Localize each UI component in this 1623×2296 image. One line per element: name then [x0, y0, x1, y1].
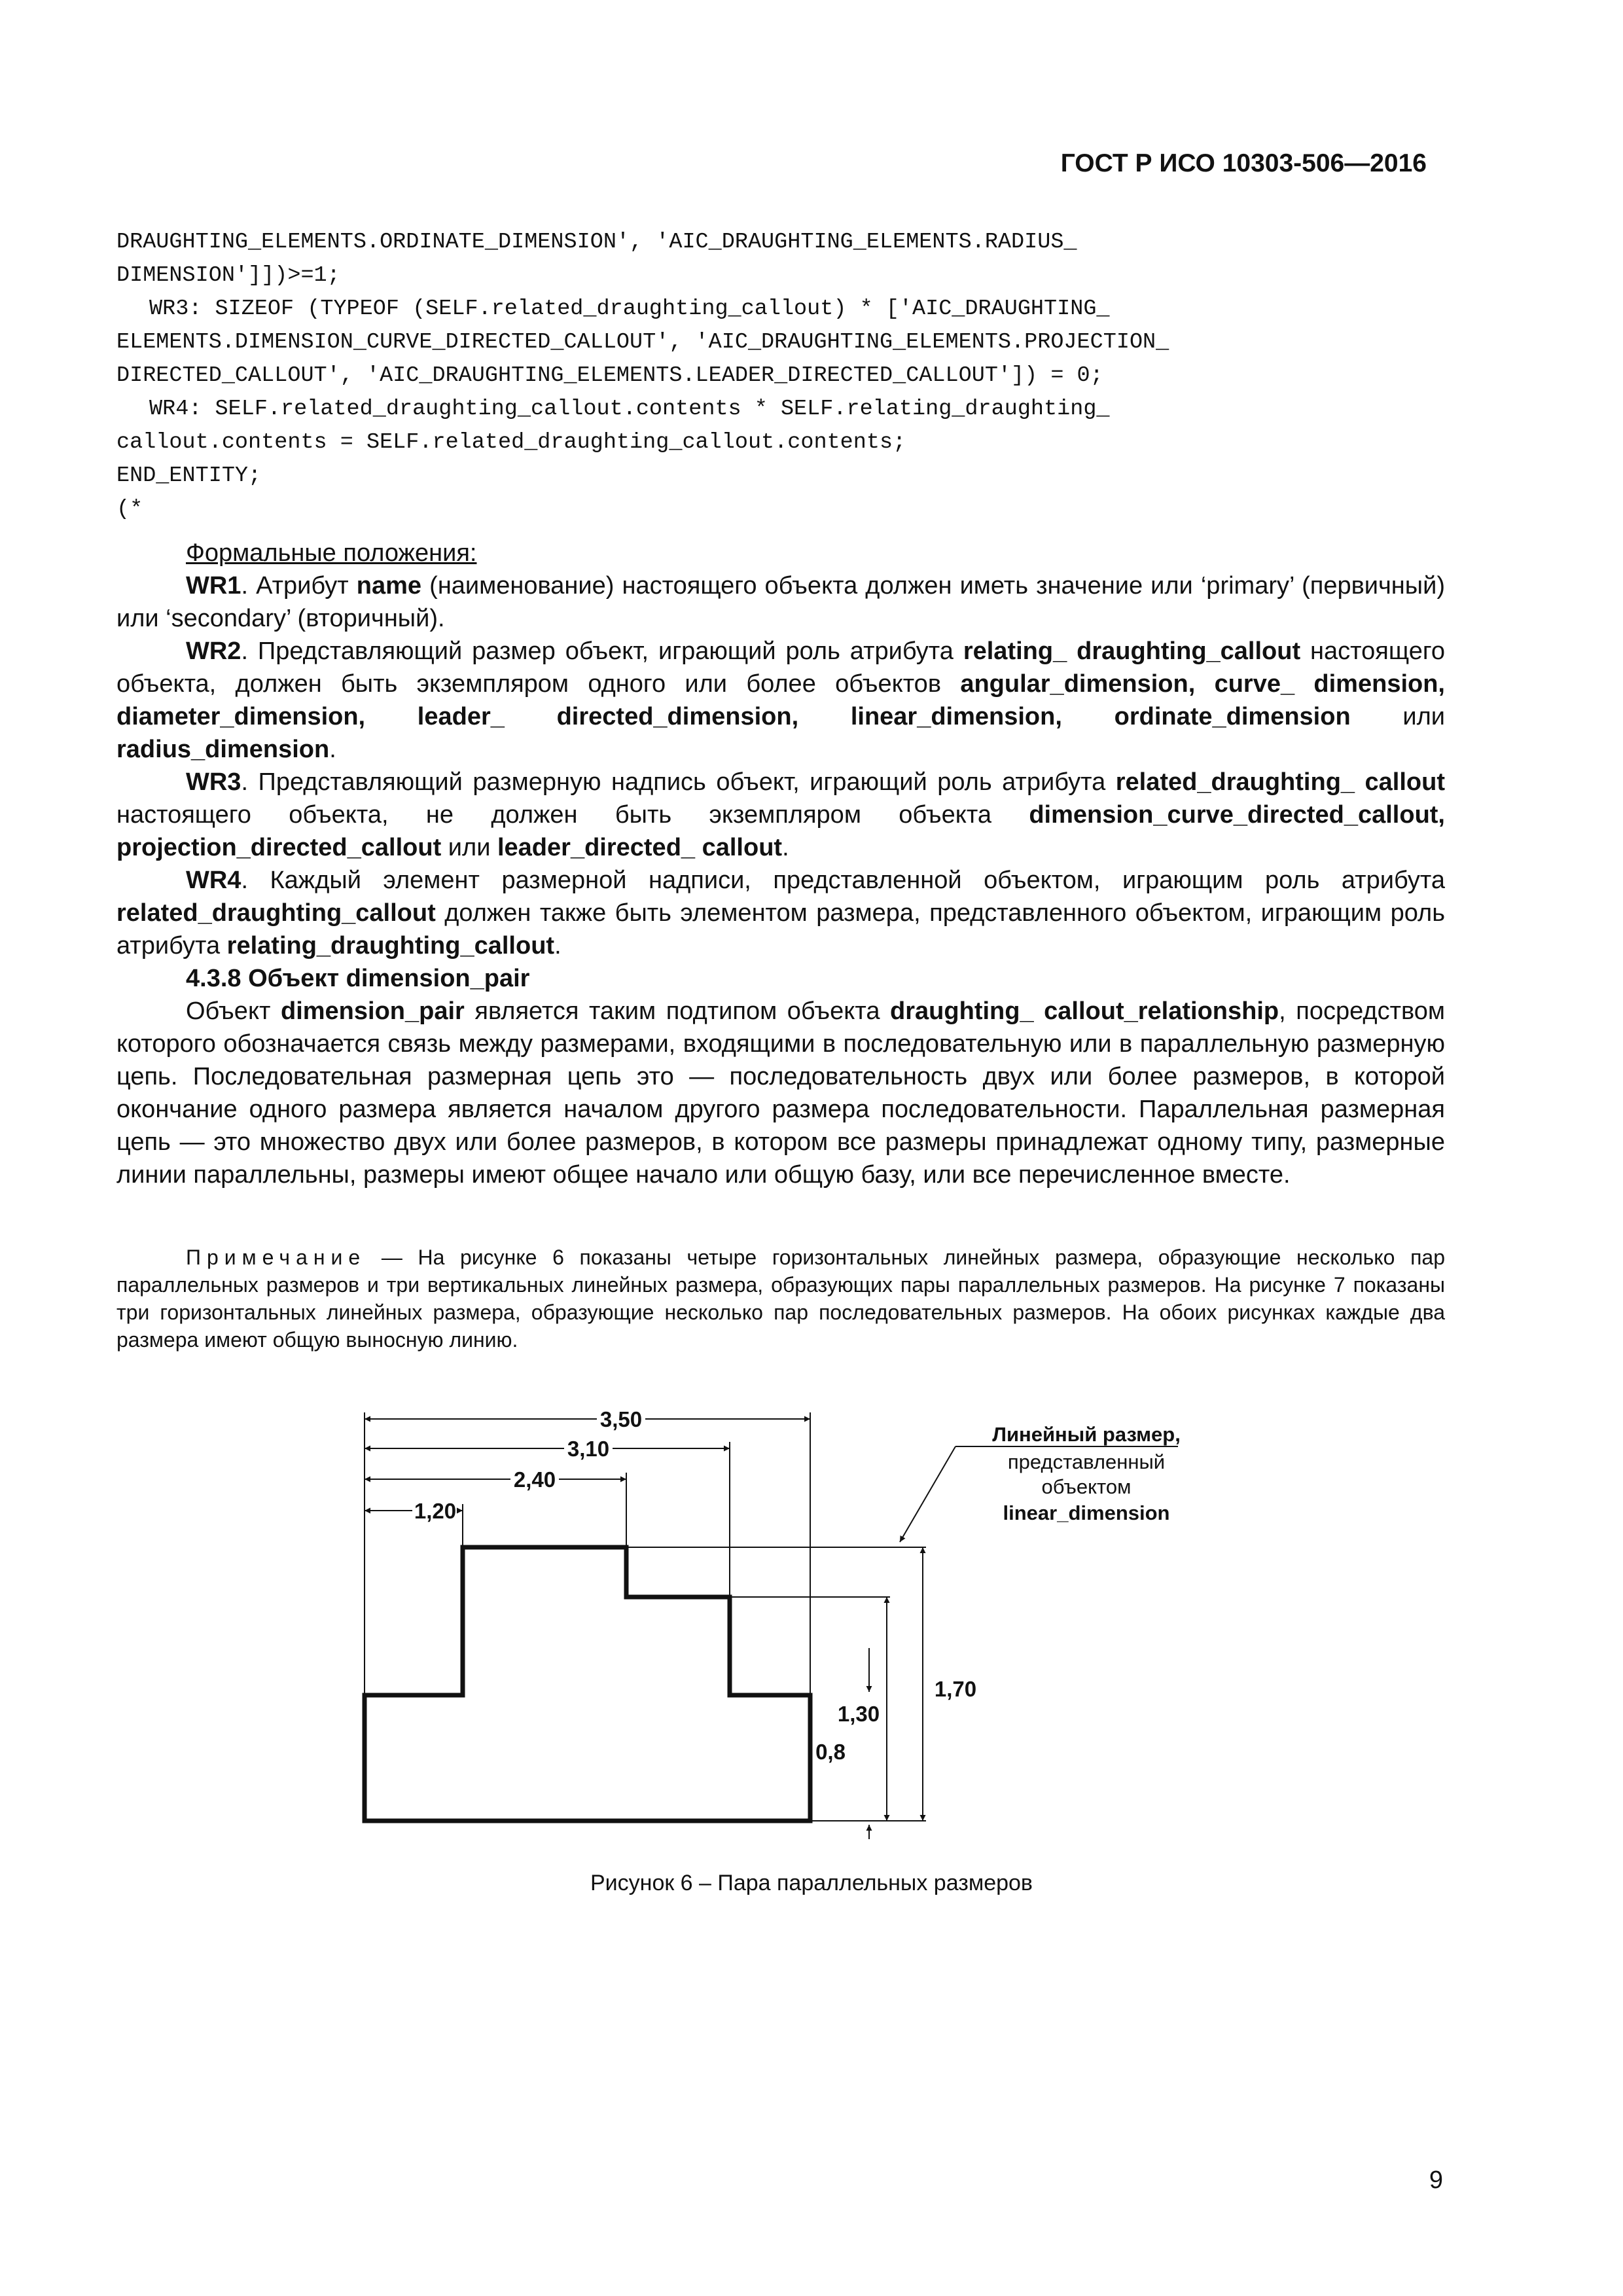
callout-line: Линейный размер, — [992, 1423, 1181, 1446]
rule-wr4: WR4. Каждый элемент размерной надписи, представленной объектом, играющим роль атрибута related_draughting_callout должен также быть элементом размера, представленного объектом, играющим роль атрибута relating_draughting_callout. — [116, 867, 1445, 960]
part-outline — [365, 1547, 810, 1821]
code-line: WR3: SIZEOF (TYPEOF (SELF.related_draughting_callout) * ['AIC_DRAUGHTING_ — [149, 296, 1110, 321]
rule-wr2: WR2. Представляющий размер объект, играющий роль атрибута relating_ draughting_callout настоящего объекта, должен быть экземпляром одного или более объектов angular_dimension, curve_ dimension, diameter_dimension, leader_ directed_dimension, linear_dimension, ordinate_dimension или radius_dimension. — [116, 637, 1445, 763]
dim-label: 1,30 — [837, 1702, 880, 1726]
horizontal-dimension-lines — [365, 1419, 810, 1511]
note-text: — На рисунке 6 показаны четыре горизонтальных линейных размера, образующие несколько пар параллельных размеров и три вертикальных линейных размера, образующих пары параллельных размеров. На рисунке 7 показаны три горизонтальных линейных размера, образующие несколько пар последовательных размеров. На обоих рисунках каждые два размера имеют общую выносную линию. — [116, 1246, 1445, 1352]
figure-caption: Рисунок 6 – Пара параллельных размеров — [590, 1871, 1033, 1895]
dim-label: 3,10 — [567, 1437, 610, 1461]
callout-line: представленный — [1007, 1450, 1166, 1473]
vertical-dimension-lines — [869, 1547, 923, 1839]
code-line: DIRECTED_CALLOUT', 'AIC_DRAUGHTING_ELEMENTS.LEADER_DIRECTED_CALLOUT']) = 0; — [116, 363, 1103, 388]
code-line: WR4: SELF.related_draughting_callout.contents * SELF.relating_draughting_ — [149, 397, 1110, 422]
formal-heading: Формальные положения: — [186, 539, 477, 567]
page-number: 9 — [1429, 2166, 1443, 2194]
code-line: ELEMENTS.DIMENSION_CURVE_DIRECTED_CALLOUT', 'AIC_DRAUGHTING_ELEMENTS.PROJECTION_ — [116, 330, 1169, 355]
dim-label: 1,70 — [934, 1677, 977, 1701]
code-line: DIMENSION']])>=1; — [116, 263, 340, 288]
body-text — [116, 537, 1445, 1191]
dim-label: 2,40 — [513, 1467, 556, 1492]
code-line: (* — [116, 497, 143, 522]
dim-label: 1,20 — [414, 1499, 457, 1523]
callout-line: объектом — [1041, 1475, 1132, 1498]
code-line: END_ENTITY; — [116, 463, 262, 488]
callout-line: linear_dimension — [1003, 1501, 1170, 1524]
section-heading: 4.3.8 Объект dimension_pair — [186, 965, 530, 992]
document-header: ГОСТ Р ИСО 10303-506—2016 — [1060, 149, 1427, 177]
note-label: Примечание — [186, 1246, 366, 1269]
code-line: callout.contents = SELF.related_draughting_callout.contents; — [116, 430, 906, 455]
dim-label: 3,50 — [599, 1407, 643, 1431]
rule-wr3: WR3. Представляющий размерную надпись объект, играющий роль атрибута related_draughting_ callout настоящего объекта, не должен быть экземпляром объекта dimension_curve_directed_callout, projection_directed_callout или leader_directed_ callout. — [116, 768, 1445, 861]
dimension-drawing — [327, 1381, 1243, 1839]
express-code-block — [116, 226, 1445, 526]
dim-label: 0,8 — [815, 1740, 846, 1764]
rule-wr1: WR1. Атрибут name (наименование) настоящего объекта должен иметь значение или ‘primary’ (первичный) или ‘secondary’ (вторичный). — [116, 572, 1445, 632]
figure-6 — [327, 1381, 1243, 1839]
note-paragraph — [116, 1244, 1445, 1354]
section-paragraph: Объект dimension_pair является таким подтипом объекта draughting_ callout_relationship, посредством которого обозначается связь между размерами, входящими в последовательную или в параллельную размерную цепь. Последовательная размерная цепь это — последовательность двух или более размеров, в которой окончание одного размера является началом другого размера последовательности. Параллельная размерная цепь — это множество двух или более размеров, в котором все размеры принадлежат одному типу, размерные линии параллельны, размеры имеют общее начало или общую базу, или все перечисленное вместе. — [116, 997, 1445, 1189]
code-line: DRAUGHTING_ELEMENTS.ORDINATE_DIMENSION', 'AIC_DRAUGHTING_ELEMENTS.RADIUS_ — [116, 230, 1077, 255]
callout-leader — [900, 1446, 955, 1542]
